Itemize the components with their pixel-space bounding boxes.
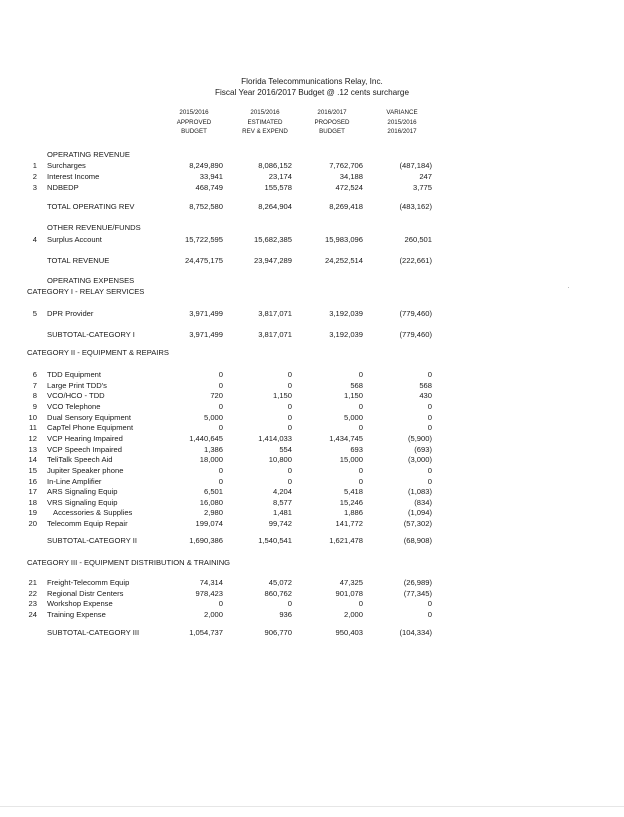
variance-value: (77,345) [403, 589, 432, 598]
line-number: 21 [28, 578, 37, 587]
approved-value: 3,971,499 [189, 309, 223, 318]
variance-value: 0 [427, 413, 432, 422]
row-label: Dual Sensory Equipment [47, 413, 131, 422]
row-label: VCP Hearing Impaired [47, 434, 123, 443]
table-row [0, 508, 624, 519]
table-row [0, 202, 624, 213]
variance-value: 247 [419, 172, 432, 181]
estimated-value: 23,174 [268, 172, 292, 181]
estimated-value: 1,481 [272, 508, 292, 517]
proposed-value: 0 [358, 370, 363, 379]
row-label: DPR Provider [47, 309, 94, 318]
approved-value: 978,423 [195, 589, 223, 598]
line-number: 14 [28, 455, 37, 464]
line-number: 11 [29, 423, 37, 432]
estimated-value: 936 [279, 610, 292, 619]
variance-value: 0 [427, 370, 432, 379]
estimated-value: 0 [287, 402, 292, 411]
estimated-value: 3,817,071 [258, 330, 292, 339]
proposed-value: 568 [350, 381, 363, 390]
approved-value: 5,000 [203, 413, 223, 422]
row-label: Accessories & Supplies [53, 508, 133, 517]
proposed-value: 1,434,745 [329, 434, 363, 443]
variance-value: 568 [419, 381, 432, 390]
proposed-value: 901,078 [335, 589, 363, 598]
approved-value: 1,054,737 [189, 628, 223, 637]
row-label: ARS Signaling Equip [47, 487, 118, 496]
approved-value: 24,475,175 [184, 256, 223, 265]
proposed-value: 3,192,039 [329, 309, 363, 318]
table-row [0, 235, 624, 246]
row-label: VCO Telephone [47, 402, 101, 411]
table-row [0, 161, 624, 172]
proposed-value: 1,621,478 [329, 536, 363, 545]
line-number: 13 [28, 445, 37, 454]
proposed-value: 8,269,418 [329, 202, 363, 211]
approved-value: 8,752,580 [189, 202, 223, 211]
approved-value: 1,386 [203, 445, 223, 454]
approved-value: 0 [218, 466, 223, 475]
table-row [0, 466, 624, 477]
table-row [0, 519, 624, 530]
row-label: Jupiter Speaker phone [47, 466, 124, 475]
line-number: 5 [32, 309, 37, 318]
variance-value: (834) [414, 498, 432, 507]
approved-value: 0 [218, 402, 223, 411]
line-number: 3 [32, 183, 37, 192]
proposed-value: 15,983,096 [324, 235, 363, 244]
approved-value: 16,080 [199, 498, 223, 507]
column-header-approved: 2015/2016 APPROVED BUDGET [176, 109, 212, 136]
approved-value: 1,440,645 [189, 434, 223, 443]
proposed-value: 15,000 [339, 455, 363, 464]
estimated-value: 155,578 [264, 183, 292, 192]
document-subtitle: Fiscal Year 2016/2017 Budget @ .12 cents surcharge [214, 88, 410, 97]
proposed-value: 0 [358, 423, 363, 432]
line-number: 23 [28, 599, 37, 608]
proposed-value: 3,192,039 [329, 330, 363, 339]
row-label: SUBTOTAL-CATEGORY II [47, 536, 138, 545]
estimated-value: 0 [287, 599, 292, 608]
approved-value: 0 [218, 370, 223, 379]
section-operating-expenses: OPERATING EXPENSES [47, 276, 135, 285]
line-number: 19 [28, 508, 37, 517]
variance-value: (483,162) [399, 202, 432, 211]
document-title: Florida Telecommunications Relay, Inc. [241, 77, 383, 86]
line-number: 10 [28, 413, 37, 422]
table-row [0, 370, 624, 381]
line-number: 16 [28, 477, 37, 486]
proposed-value: 0 [358, 466, 363, 475]
variance-value: (1,083) [407, 487, 432, 496]
proposed-value: 472,524 [335, 183, 363, 192]
variance-value: (104,334) [399, 628, 432, 637]
section-other-revenue: OTHER REVENUE/FUNDS [47, 223, 141, 232]
row-label: TOTAL OPERATING REV [47, 202, 135, 211]
proposed-value: 5,418 [343, 487, 363, 496]
approved-value: 0 [218, 477, 223, 486]
section-category-3: CATEGORY III - EQUIPMENT DISTRIBUTION & TRAINING [27, 558, 231, 567]
table-row [0, 391, 624, 402]
table-row [0, 402, 624, 413]
line-number: 20 [28, 519, 37, 528]
row-label: VRS Signaling Equip [47, 498, 118, 507]
proposed-value: 47,325 [339, 578, 363, 587]
proposed-value: 15,246 [339, 498, 363, 507]
estimated-value: 8,577 [272, 498, 292, 507]
proposed-value: 0 [358, 477, 363, 486]
scan-speck [568, 287, 569, 288]
row-label: Training Expense [47, 610, 106, 619]
estimated-value: 10,800 [268, 455, 292, 464]
approved-value: 468,749 [195, 183, 223, 192]
line-number: 2 [32, 172, 37, 181]
proposed-value: 693 [350, 445, 363, 454]
estimated-value: 0 [287, 413, 292, 422]
variance-value: (26,989) [403, 578, 432, 587]
proposed-value: 0 [358, 402, 363, 411]
table-row [0, 256, 624, 267]
table-row [0, 487, 624, 498]
variance-value: 260,501 [404, 235, 432, 244]
row-label: Large Print TDD's [47, 381, 107, 390]
estimated-value: 0 [287, 423, 292, 432]
variance-value: (779,460) [399, 330, 432, 339]
estimated-value: 1,414,033 [258, 434, 292, 443]
proposed-value: 0 [358, 599, 363, 608]
row-label: TeliTalk Speech Aid [47, 455, 113, 464]
table-row [0, 183, 624, 194]
variance-value: 0 [427, 477, 432, 486]
table-row [0, 628, 624, 639]
column-header-proposed: 2016/2017 PROPOSED BUDGET [314, 109, 350, 136]
estimated-value: 1,540,541 [258, 536, 292, 545]
table-row [0, 578, 624, 589]
estimated-value: 45,072 [268, 578, 292, 587]
variance-value: 0 [427, 402, 432, 411]
estimated-value: 860,762 [264, 589, 292, 598]
row-label: In-Line Amplifier [47, 477, 102, 486]
line-number: 4 [32, 235, 37, 244]
row-label: Workshop Expense [47, 599, 113, 608]
variance-value: 430 [419, 391, 432, 400]
row-label: VCO/HCO - TDD [47, 391, 105, 400]
section-category-2: CATEGORY II - EQUIPMENT & REPAIRS [27, 348, 169, 357]
estimated-value: 8,264,904 [258, 202, 292, 211]
proposed-value: 2,000 [343, 610, 363, 619]
variance-value: (5,900) [407, 434, 432, 443]
variance-value: 3,775 [412, 183, 432, 192]
variance-value: (57,302) [403, 519, 432, 528]
section-operating-revenue: OPERATING REVENUE [47, 150, 130, 159]
section-category-1: CATEGORY I - RELAY SERVICES [27, 287, 145, 296]
estimated-value: 554 [279, 445, 292, 454]
line-number: 1 [32, 161, 37, 170]
column-header-estimated: 2015/2016 ESTIMATED REV & EXPEND [242, 109, 288, 136]
approved-value: 33,941 [199, 172, 223, 181]
row-label: VCP Speech Impaired [47, 445, 122, 454]
variance-value: 0 [427, 423, 432, 432]
row-label: SUBTOTAL-CATEGORY III [47, 628, 140, 637]
proposed-value: 24,252,514 [324, 256, 363, 265]
row-label: TOTAL REVENUE [47, 256, 110, 265]
approved-value: 8,249,890 [189, 161, 223, 170]
row-label: Surplus Account [47, 235, 102, 244]
approved-value: 74,314 [199, 578, 223, 587]
approved-value: 720 [210, 391, 223, 400]
estimated-value: 0 [287, 466, 292, 475]
proposed-value: 1,886 [343, 508, 363, 517]
approved-value: 18,000 [199, 455, 223, 464]
approved-value: 0 [218, 599, 223, 608]
table-row [0, 536, 624, 547]
row-label: NDBEDP [47, 183, 79, 192]
table-row [0, 172, 624, 183]
variance-value: 0 [427, 610, 432, 619]
proposed-value: 7,762,706 [329, 161, 363, 170]
proposed-value: 141,772 [335, 519, 363, 528]
proposed-value: 950,403 [335, 628, 363, 637]
variance-value: (1,094) [407, 508, 432, 517]
variance-value: (693) [414, 445, 432, 454]
variance-value: (487,184) [399, 161, 432, 170]
approved-value: 6,501 [203, 487, 223, 496]
row-label: Telecomm Equip Repair [47, 519, 128, 528]
variance-value: 0 [427, 466, 432, 475]
approved-value: 0 [218, 423, 223, 432]
table-row [0, 599, 624, 610]
table-row [0, 309, 624, 320]
proposed-value: 5,000 [343, 413, 363, 422]
line-number: 15 [28, 466, 37, 475]
variance-value: (3,000) [407, 455, 432, 464]
variance-value: (779,460) [399, 309, 432, 318]
variance-value: 0 [427, 599, 432, 608]
line-number: 24 [28, 610, 37, 619]
row-label: SUBTOTAL-CATEGORY I [47, 330, 135, 339]
approved-value: 15,722,595 [184, 235, 223, 244]
line-number: 22 [28, 589, 37, 598]
approved-value: 2,980 [203, 508, 223, 517]
approved-value: 1,690,386 [189, 536, 223, 545]
estimated-value: 99,742 [268, 519, 292, 528]
estimated-value: 0 [287, 381, 292, 390]
table-row [0, 455, 624, 466]
line-number: 7 [32, 381, 37, 390]
table-row [0, 610, 624, 621]
estimated-value: 1,150 [272, 391, 292, 400]
approved-value: 2,000 [203, 610, 223, 619]
estimated-value: 23,947,289 [253, 256, 292, 265]
estimated-value: 0 [287, 477, 292, 486]
line-number: 12 [28, 434, 37, 443]
line-number: 17 [28, 487, 37, 496]
table-row [0, 434, 624, 445]
approved-value: 199,074 [195, 519, 223, 528]
line-number: 8 [32, 391, 37, 400]
proposed-value: 34,188 [339, 172, 363, 181]
estimated-value: 906,770 [264, 628, 292, 637]
row-label: Surcharges [47, 161, 86, 170]
proposed-value: 1,150 [343, 391, 363, 400]
estimated-value: 3,817,071 [258, 309, 292, 318]
estimated-value: 0 [287, 370, 292, 379]
estimated-value: 8,086,152 [258, 161, 292, 170]
variance-value: (68,908) [403, 536, 432, 545]
estimated-value: 15,682,385 [253, 235, 292, 244]
approved-value: 3,971,499 [189, 330, 223, 339]
row-label: TDD Equipment [47, 370, 102, 379]
line-number: 9 [32, 402, 37, 411]
variance-value: (222,661) [399, 256, 432, 265]
estimated-value: 4,204 [272, 487, 292, 496]
line-number: 18 [28, 498, 37, 507]
approved-value: 0 [218, 381, 223, 390]
row-label: Regional Distr Centers [47, 589, 124, 598]
table-row [0, 423, 624, 434]
row-label: CapTel Phone Equipment [47, 423, 134, 432]
column-header-variance: VARIANCE 2015/2016 2016/2017 [386, 109, 418, 136]
row-label: Freight-Telecomm Equip [47, 578, 130, 587]
scan-edge-line [0, 806, 624, 807]
table-row [0, 330, 624, 341]
row-label: Interest Income [47, 172, 100, 181]
line-number: 6 [32, 370, 37, 379]
